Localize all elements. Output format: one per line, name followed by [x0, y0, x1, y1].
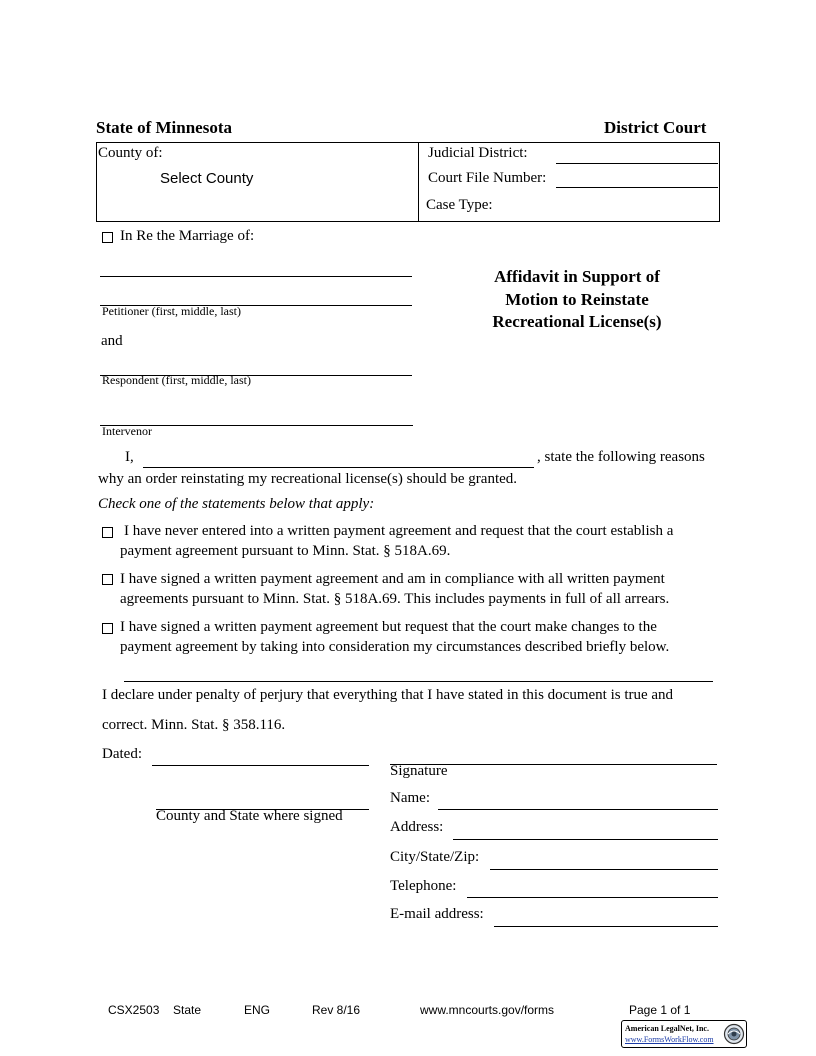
and-label: and — [101, 333, 123, 349]
petitioner-label: Petitioner (first, middle, last) — [102, 304, 241, 318]
telephone-label: Telephone: — [390, 878, 457, 894]
affiant-name-input[interactable] — [143, 451, 534, 468]
statement-1-line-2: payment agreement pursuant to Minn. Stat. § 518A.69. — [120, 542, 451, 559]
court-file-number-label: Court File Number: — [428, 170, 547, 186]
judicial-district-label: Judicial District: — [428, 145, 528, 161]
title-line-2: Motion to Reinstate — [505, 289, 649, 309]
address-input[interactable] — [453, 823, 718, 840]
statement-2 — [120, 570, 669, 609]
circumstances-input[interactable] — [124, 665, 713, 682]
signature-label: Signature — [390, 763, 448, 779]
why-text: why an order reinstating my recreational license(s) should be granted. — [98, 471, 518, 487]
statement-2-checkbox[interactable] — [102, 574, 113, 585]
statement-2-line-1: I have signed a written payment agreement and am in compliance with all written payment — [120, 571, 665, 587]
document-title — [466, 266, 688, 334]
declaration-line-2: correct. Minn. Stat. § 358.116. — [102, 717, 286, 733]
statement-1 — [120, 522, 673, 561]
footer-form-code: CSX2503 — [108, 1003, 160, 1017]
american-legalnet-logo[interactable] — [621, 1020, 747, 1048]
in-re-marriage-checkbox[interactable] — [102, 232, 113, 243]
county-label: County of: — [98, 145, 163, 161]
court-file-number-input[interactable] — [556, 171, 718, 188]
state-heading: State of Minnesota — [96, 118, 232, 137]
county-state-label: County and State where signed — [156, 808, 343, 824]
caption-box-divider — [418, 142, 419, 222]
county-select[interactable]: Select County — [160, 170, 254, 187]
city-state-zip-label: City/State/Zip: — [390, 849, 480, 865]
declaration-line-1: I declare under penalty of perjury that everything that I have stated in this document is true and — [102, 687, 674, 703]
city-state-zip-input[interactable] — [490, 853, 718, 870]
statement-1-line-1: I have never entered into a written payment agreement and request that the court establish a — [124, 523, 674, 539]
court-heading: District Court — [604, 118, 707, 137]
address-label: Address: — [390, 819, 444, 835]
telephone-input[interactable] — [467, 881, 718, 898]
statement-3-line-2: payment agreement by taking into consideration my circumstances described briefly below. — [120, 638, 670, 655]
logo-website-link[interactable]: www.FormsWorkFlow.com — [625, 1035, 714, 1044]
i-label: I, — [125, 449, 134, 465]
in-re-name-input[interactable] — [100, 260, 412, 277]
email-label: E-mail address: — [390, 906, 484, 922]
email-input[interactable] — [494, 910, 718, 927]
footer-website: www.mncourts.gov/forms — [420, 1003, 555, 1017]
dated-input[interactable] — [152, 749, 369, 766]
intervenor-label: Intervenor — [102, 424, 152, 438]
title-line-1: Affidavit in Support of — [494, 267, 660, 286]
footer-jurisdiction: State — [173, 1003, 202, 1017]
name-input[interactable] — [438, 793, 718, 810]
judicial-district-input[interactable] — [556, 147, 718, 164]
respondent-label: Respondent (first, middle, last) — [102, 373, 251, 387]
statement-2-line-2: agreements pursuant to Minn. Stat. § 518A.69. This includes payments in full of all arrears. — [120, 590, 670, 607]
title-line-3: Recreational License(s) — [492, 312, 662, 331]
footer-language: ENG — [244, 1003, 271, 1017]
statement-3-line-1: I have signed a written payment agreement but request that the court make changes to the — [120, 619, 657, 635]
in-re-marriage-label: In Re the Marriage of: — [120, 228, 255, 244]
case-type-label: Case Type: — [426, 197, 493, 213]
state-reasons-text: , state the following reasons — [537, 449, 705, 465]
globe-icon — [723, 1023, 745, 1045]
check-instruction: Check one of the statements below that apply: — [98, 496, 375, 512]
statement-3-checkbox[interactable] — [102, 623, 113, 634]
dated-label: Dated: — [102, 746, 142, 762]
statement-3 — [120, 618, 669, 657]
statement-1-checkbox[interactable] — [102, 527, 113, 538]
footer-revision: Rev 8/16 — [312, 1003, 361, 1017]
logo-company-name: American LegalNet, Inc. — [625, 1024, 709, 1033]
footer-page-number: Page 1 of 1 — [629, 1003, 691, 1017]
name-label: Name: — [390, 790, 430, 806]
